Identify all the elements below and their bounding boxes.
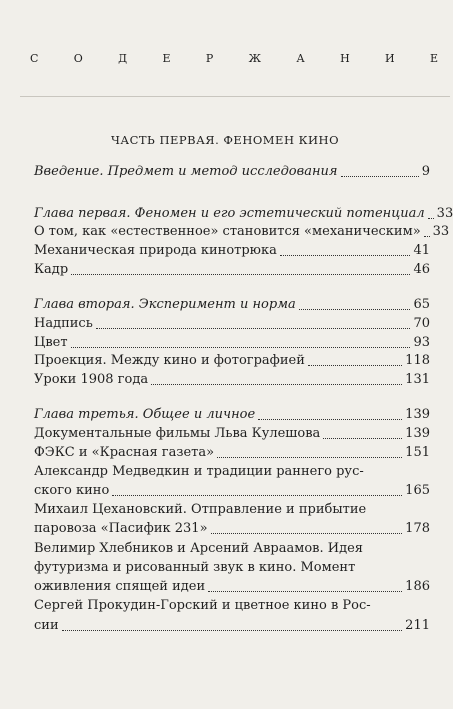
- leader-dots: [308, 365, 402, 366]
- entry-title: Уроки 1908 года: [34, 372, 149, 387]
- entry-page: 65: [413, 297, 430, 312]
- toc-entry[interactable]: [34, 315, 430, 333]
- leader-dots: [211, 533, 403, 534]
- heading-letter: Ж: [248, 52, 261, 65]
- entry-page: 151: [405, 445, 430, 460]
- heading-letter: И: [385, 52, 395, 65]
- toc-entry-line: футуризма и рисованный звук в кино. Момент: [34, 560, 356, 575]
- divider: [20, 96, 450, 97]
- leader-dots: [341, 176, 419, 177]
- leader-dots: [258, 419, 402, 420]
- heading-letter: Р: [205, 52, 214, 65]
- contents-heading: [30, 52, 438, 65]
- toc-entry-chapter-1[interactable]: [34, 205, 453, 223]
- leader-dots: [323, 438, 402, 439]
- toc-entry[interactable]: [34, 352, 430, 370]
- entry-title: Надпись: [34, 316, 93, 331]
- heading-letter: А: [296, 52, 305, 65]
- leader-dots: [71, 347, 411, 348]
- entry-page: 33: [432, 224, 450, 239]
- entry-title: Документальные фильмы Льва Кулешова: [34, 426, 321, 441]
- entry-title: оживления спящей идеи: [34, 579, 206, 594]
- entry-title: паровоза «Пасифик 231»: [34, 521, 208, 536]
- entry-page: 118: [405, 353, 430, 368]
- toc-entry[interactable]: [34, 371, 430, 389]
- entry-title: Глава первая. Феномен и его эстетический потенциал: [34, 206, 425, 221]
- entry-title: Механическая природа кинотрюка: [34, 243, 277, 258]
- toc-entry[interactable]: [34, 261, 430, 279]
- part-title: ЧАСТЬ ПЕРВАЯ. ФЕНОМЕН КИНО: [110, 133, 340, 147]
- entry-title: ского кино: [34, 483, 110, 498]
- toc-entry[interactable]: [34, 425, 430, 443]
- entry-page: 93: [413, 335, 430, 350]
- entry-page: 70: [413, 316, 430, 331]
- entry-page: 186: [405, 579, 430, 594]
- toc-entry[interactable]: [34, 242, 430, 260]
- toc-entry[interactable]: [34, 444, 430, 462]
- entry-title: Глава вторая. Эксперимент и норма: [34, 297, 296, 312]
- entry-title: Глава третья. Общее и личное: [34, 407, 256, 422]
- leader-dots: [96, 328, 411, 329]
- entry-page: 46: [413, 262, 430, 277]
- entry-page: 178: [405, 521, 430, 536]
- leader-dots: [71, 274, 410, 275]
- entry-page: 139: [405, 407, 430, 422]
- entry-page: 211: [405, 618, 430, 633]
- entry-title: Проекция. Между кино и фотографией: [34, 353, 305, 368]
- entry-title: ФЭКС и «Красная газета»: [34, 445, 215, 460]
- leader-dots: [424, 236, 430, 237]
- entry-title: Кадр: [34, 262, 69, 277]
- entry-title: Цвет: [34, 335, 68, 350]
- heading-letter: С: [30, 52, 39, 65]
- entry-page: 131: [405, 372, 430, 387]
- leader-dots: [428, 218, 434, 219]
- toc-entry-line: Михаил Цехановский. Отправление и прибытие: [34, 502, 367, 517]
- toc-entry[interactable]: [34, 578, 430, 596]
- toc-entry[interactable]: [34, 520, 430, 538]
- entry-title: О том, как «естественное» становится «механическим»: [34, 224, 421, 239]
- toc-entry[interactable]: [34, 617, 430, 635]
- leader-dots: [217, 457, 402, 458]
- toc-entry-chapter-3[interactable]: [34, 406, 430, 424]
- heading-letter: Н: [340, 52, 350, 65]
- leader-dots: [208, 591, 402, 592]
- entry-page: 139: [405, 426, 430, 441]
- entry-page: 9: [421, 164, 430, 179]
- entry-page: 41: [413, 243, 430, 258]
- heading-letter: О: [73, 52, 83, 65]
- heading-letter: Д: [118, 52, 128, 65]
- leader-dots: [280, 255, 411, 256]
- leader-dots: [151, 384, 402, 385]
- heading-letter: Е: [162, 52, 171, 65]
- entry-page: 165: [405, 483, 430, 498]
- heading-letter: Е: [429, 52, 438, 65]
- toc-entry-chapter-2[interactable]: [34, 296, 430, 314]
- toc-entry[interactable]: [34, 334, 430, 352]
- toc-entry[interactable]: [34, 223, 450, 241]
- entry-page: 33: [436, 206, 453, 221]
- toc-entry-line: Александр Медведкин и традиции раннего рус-: [34, 464, 364, 479]
- leader-dots: [299, 309, 411, 310]
- toc-entry-intro[interactable]: [34, 163, 430, 181]
- toc-entry-line: Велимир Хлебников и Арсений Авраамов. Идея: [34, 541, 363, 556]
- toc-entry-line: Сергей Прокудин-Горский и цветное кино в Рос-: [34, 598, 371, 613]
- entry-title: сии: [34, 618, 59, 633]
- leader-dots: [62, 630, 403, 631]
- leader-dots: [112, 495, 402, 496]
- toc-entry[interactable]: [34, 482, 430, 500]
- entry-title: Введение. Предмет и метод исследования: [34, 164, 338, 179]
